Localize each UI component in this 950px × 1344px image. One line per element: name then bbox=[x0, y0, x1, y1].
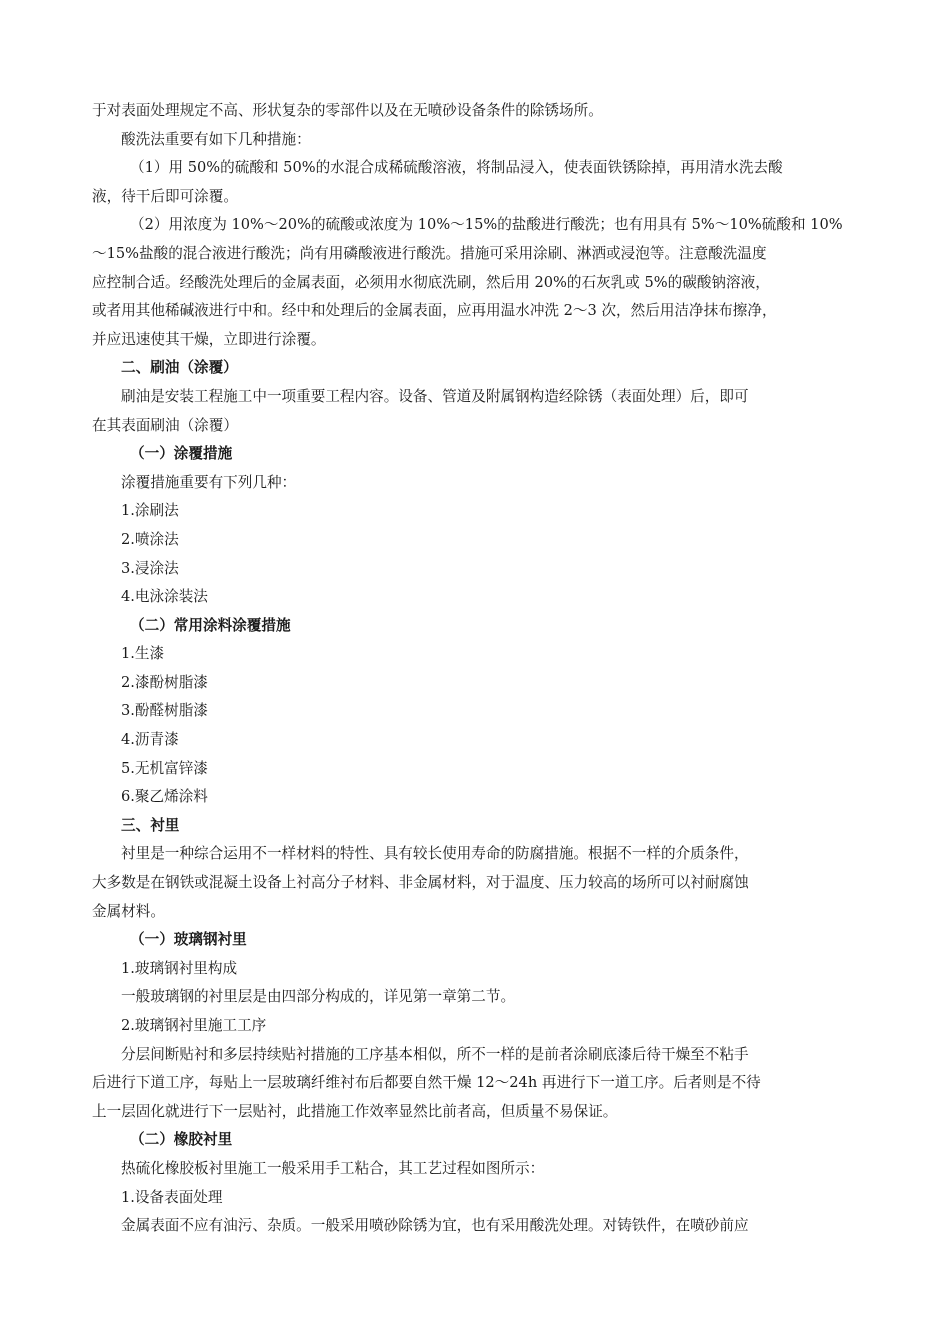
paragraph-line: 分层间断贴衬和多层持续贴衬措施的工序基本相似，所不一样的是前者涂刷底漆后待干燥至不粘手 bbox=[121, 1045, 749, 1063]
list-item: 4.沥青漆 bbox=[121, 731, 179, 749]
paragraph-line: 涂覆措施重要有下列几种： bbox=[121, 473, 297, 491]
list-item: 2.喷涂法 bbox=[121, 530, 179, 548]
paragraph-line: 液，待干后即可涂覆。 bbox=[92, 187, 238, 205]
document-page bbox=[92, 97, 862, 1241]
list-item: 1.玻璃钢衬里构成 bbox=[121, 959, 238, 977]
list-item: 4.电泳涂装法 bbox=[121, 588, 208, 606]
paragraph-line: 于对表面处理规定不高、形状复杂的零部件以及在无喷砂设备条件的除锈场所。 bbox=[92, 102, 603, 119]
list-item: 6.聚乙烯涂料 bbox=[121, 788, 208, 806]
paragraph-line: 热硫化橡胶板衬里施工一般采用手工粘合，其工艺过程如图所示： bbox=[121, 1159, 545, 1177]
section-heading: 二、刷油（涂覆） bbox=[121, 359, 238, 377]
subsection-heading: （一）涂覆措施 bbox=[130, 445, 233, 463]
paragraph-line: 或者用其他稀碱液进行中和。经中和处理后的金属表面，应再用温水冲洗 2～3 次，然后用洁净抹布擦净， bbox=[92, 302, 777, 320]
list-item: 3.浸涂法 bbox=[121, 559, 179, 577]
section-heading: 三、衬里 bbox=[121, 816, 180, 834]
subsection-heading: （二）常用涂料涂覆措施 bbox=[130, 616, 291, 634]
paragraph-line: 在其表面刷油（涂覆） bbox=[92, 416, 238, 434]
paragraph-line: 应控制合适。经酸洗处理后的金属表面，必须用水彻底洗刷，然后用 20%的石灰乳或 5%的碳酸钠溶液， bbox=[92, 273, 770, 291]
paragraph-line: （2）用浓度为 10%～20%的硫酸或浓度为 10%～15%的盐酸进行酸洗；也有用具有 5%～10%硫酸和 10% bbox=[130, 216, 843, 234]
paragraph-line: 刷油是安装工程施工中一项重要工程内容。设备、管道及附属钢构造经除锈（表面处理）后，即可 bbox=[121, 387, 749, 405]
paragraph-line: 上一层固化就进行下一层贴衬，此措施工作效率显然比前者高，但质量不易保证。 bbox=[92, 1102, 618, 1120]
paragraph-line: 并应迅速使其干燥，立即进行涂覆。 bbox=[92, 330, 326, 348]
paragraph-line: 金属材料。 bbox=[92, 902, 165, 920]
list-item: 5.无机富锌漆 bbox=[121, 759, 208, 777]
list-item: 2.玻璃钢衬里施工工序 bbox=[121, 1017, 267, 1034]
paragraph-line: 后进行下道工序，每贴上一层玻璃纤维衬布后都要自然干燥 12～24h 再进行下一道工序。后者则是不待 bbox=[92, 1074, 761, 1092]
list-item: 2.漆酚树脂漆 bbox=[121, 673, 208, 691]
subsection-heading: （一）玻璃钢衬里 bbox=[130, 931, 247, 949]
paragraph-line: 金属表面不应有油污、杂质。一般采用喷砂除锈为宜，也有采用酸洗处理。对铸铁件，在喷砂前应 bbox=[121, 1217, 749, 1235]
list-item: 1.生漆 bbox=[121, 645, 165, 663]
paragraph-line: 一般玻璃钢的衬里层是由四部分构成的，详见第一章第二节。 bbox=[121, 988, 516, 1006]
paragraph-line: （1）用 50%的硫酸和 50%的水混合成稀硫酸溶液，将制品浸入，使表面铁锈除掉，再用清水洗去酸 bbox=[130, 159, 783, 177]
list-item: 3.酚醛树脂漆 bbox=[121, 702, 208, 720]
paragraph-line: 大多数是在钢铁或混凝土设备上衬高分子材料、非金属材料，对于温度、压力较高的场所可以衬耐腐蚀 bbox=[92, 874, 749, 892]
paragraph-line: 衬里是一种综合运用不一样材料的特性、具有较长使用寿命的防腐措施。根据不一样的介质条件， bbox=[121, 845, 749, 863]
subsection-heading: （二）橡胶衬里 bbox=[130, 1131, 233, 1149]
paragraph-line: 酸洗法重要有如下几种措施： bbox=[121, 130, 311, 148]
list-item: 1.涂刷法 bbox=[121, 502, 179, 520]
list-item: 1.设备表面处理 bbox=[121, 1188, 223, 1206]
paragraph-line: ～15%盐酸的混合液进行酸洗；尚有用磷酸液进行酸洗。措施可采用涂刷、淋洒或浸泡等。注意酸洗温度 bbox=[92, 244, 767, 262]
